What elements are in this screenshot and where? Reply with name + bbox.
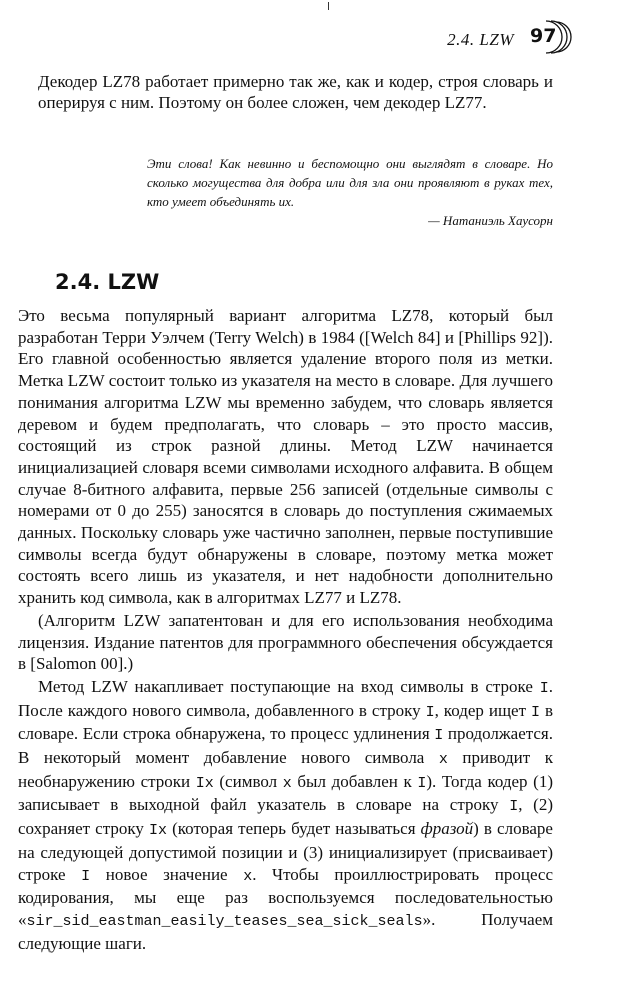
running-header [0,0,630,80]
sample-string: sir_sid_eastman_easily_teases_sea_sick_seals [26,912,423,930]
intro-text: Декодер LZ78 работает примерно так же, как и кодер, строя словарь и оперируя с ним. Поэтому он более сложен, чем декодер LZ77. [38,72,553,112]
body-paragraph-3: Метод LZW накапливает поступающие на вход символы в строке I. После каждого нового символа, добавленного в строку I, кодер ищет I в словаре. Если строка обнаружена, то процесс удлинения I продолжается. В некоторый момент добавление нового символа x приводит к необнаружению строки Ix (символ x был добавлен к I). Тогда кодер (1) записывает в выходной файл указатель в словаре на строку I, (2) сохраняет строку Ix (которая теперь будет называться фразой) в словаре на следующей допустимой позиции и (3) инициализирует (присваивает) строке I новое значение x. Чтобы проиллюстрировать процесс кодирования, мы еще раз воспользуемся последовательностью «sir_sid_eastman_easily_teases_sea_sick_seals». Получаем следующие шаги. [18,676,554,953]
body-paragraph-2: (Алгоритм LZW запатентован и для его использования необходима лицензия. Издание патентов для программного обеспечения обсуждается в [Salomon 00].) [18,610,553,674]
page-number: 97 [530,25,557,47]
intro-paragraph [38,71,553,113]
epigraph-author: — Натаниэль Хаусорн [428,213,553,228]
epigraph-quote: Эти слова! Как невинно и беспомощно они выглядят в словаре. Но сколько могущества для добра или для зла они проявляют в руках тех, кто умеет объединять их. [147,156,553,209]
term-phrase: фразой [420,819,474,839]
running-header-section: 2.4. LZW [447,30,514,49]
epigraph [147,154,553,230]
section-title: 2.4. LZW [55,270,160,294]
header-tick [328,2,329,10]
section-body [18,305,553,955]
body-paragraph-1: Это весьма популярный вариант алгоритма LZ78, который был разработан Терри Уэлчем (Terry Welch) в 1984 ([Welch 84] и [Phillips 92]). Его главной особенностью является удаление второго поля из метки. Метка LZW состоит только из указателя на место в словаре. Для лучшего понимания алгоритма LZW мы временно забудем, что словарь является деревом и будем предполагать, что словарь – это просто массив, состоящий из строк разной длины. Метод LZW начинается инициализацией словаря всеми символами исходного алфавита. В общем случае 8-битного алфавита, первые 256 записей (отдельные символы с номерами от 0 до 255) заносятся в словарь до поступления сжимаемых данных. Поскольку словарь уже частично заполнен, первые поступившие символы всегда будут обнаружены в словаре, поэтому метка может состоять всего лишь из указателя, и нет надобности дополнительно хранить код символа, как в алгоритмах LZ77 и LZ78. [18,306,553,608]
